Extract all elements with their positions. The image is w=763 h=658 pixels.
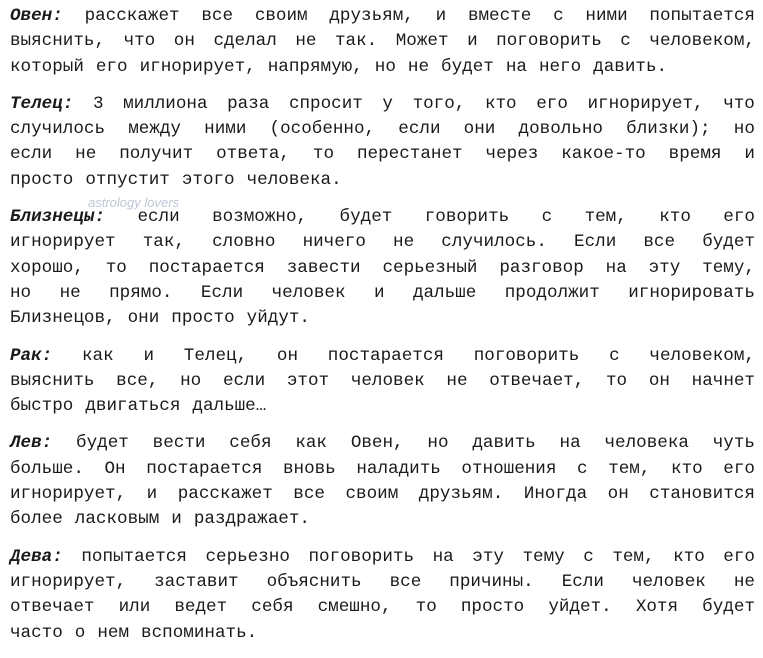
word: он [607,484,629,505]
word: как [295,433,327,454]
word: выяснить, [10,31,106,52]
word: разговор [499,257,584,278]
word: близки); [626,119,711,140]
word: на [605,257,627,278]
word: будет [702,232,755,253]
word: постарается [146,458,263,479]
word: более [10,509,63,530]
text-line [10,4,755,29]
word: на [432,546,454,567]
word: Если [561,571,604,592]
word: возможно, [212,207,308,228]
text-line [10,621,755,646]
sign-label: Близнецы: [10,207,106,228]
word: спросит [288,93,363,114]
word: и [146,484,158,505]
text-line [10,545,755,570]
word: вновь [282,458,336,479]
word: ведет [174,597,228,618]
word: они [127,308,160,329]
word: наладить [356,458,441,479]
word: сделал [213,31,277,52]
word: не [407,56,430,77]
word: то [312,144,335,165]
word: с [583,546,594,567]
word: если [10,144,53,165]
word: вести [152,433,206,454]
word: будет [441,56,494,77]
word: 3 [92,93,104,114]
word: вспоминать. [141,622,258,643]
word: тему, [702,257,755,278]
word: его [723,207,755,228]
word: поговорить [473,345,580,366]
word: игнорирует, [587,93,704,114]
word: но [733,119,755,140]
word: на [505,56,527,77]
word: попытается [649,6,755,26]
sign-entry [10,431,755,532]
text-line [10,117,755,142]
text-line [10,595,755,620]
word: причины. [449,571,534,592]
word: ними [204,119,247,140]
word: не [393,232,415,253]
word: дальше [412,282,477,303]
word: который [10,56,84,77]
word: но [10,282,32,303]
word: выяснить [10,370,95,391]
word: но [180,370,202,391]
word: то [415,597,437,618]
sign-entry [10,92,755,193]
word: (особенно, [269,119,376,140]
word: все [389,571,422,592]
word: случилось. [441,232,547,253]
word: Может [395,31,449,52]
word: если [222,370,266,391]
word: кто [659,207,691,228]
text-line [10,281,755,306]
word: кто [484,93,517,114]
word: себя [229,433,272,454]
text-line [10,570,755,595]
text-line [10,55,755,80]
word: Он [104,458,126,479]
word: человеком, [649,31,755,52]
word: кто [673,546,705,567]
text-line [10,168,755,193]
sign-entry [10,4,755,80]
word: завести [286,257,361,278]
word: давить. [593,56,668,77]
word: вместе [467,6,532,26]
sign-label: Дева: [10,546,63,567]
text-line [10,482,755,507]
word: эту [648,257,681,278]
sign-entry [10,344,755,420]
text-line [10,507,755,532]
word: будет [702,597,755,618]
word: через [485,144,539,165]
word: Если [574,232,617,253]
word: отпустит [85,169,170,190]
word: так. [334,31,378,52]
word: не [59,282,81,303]
word: не [75,144,97,165]
word: ласковым [74,509,160,530]
word: его [723,546,755,567]
word: дальше… [192,396,267,417]
sign-entry [10,205,755,331]
word: постарается [327,345,444,366]
word: раза [227,93,270,114]
word: начнет [691,370,755,391]
word: но [427,433,449,454]
word: просто [171,308,235,329]
word: расскажет [177,484,273,505]
word: давить [472,433,536,454]
text-line [10,369,755,394]
word: Телец, [183,345,248,366]
word: человека [604,433,689,454]
word: все, [116,370,159,391]
word: время [668,144,722,165]
word: о [74,622,86,643]
word: между [128,119,181,140]
word: и [467,31,478,52]
word: заставит [154,571,239,592]
word: Иногда [523,484,588,505]
word: человек [350,370,425,391]
word: они [463,119,496,140]
word: игнорирует, [139,56,256,77]
word: все [293,484,325,505]
word: тему [522,546,565,567]
word: становится [649,484,755,505]
word: довольно [518,119,603,140]
text-line [10,394,755,419]
word: друзьям, [329,6,414,26]
text-line [10,457,755,482]
word: своим [254,6,308,26]
text-line [10,344,755,369]
word: нем [97,622,130,643]
word: что [723,93,755,114]
word: если [398,119,441,140]
word: серьезно [205,546,290,567]
text-line [10,256,755,281]
word: отношения [461,458,557,479]
text-line [10,142,755,167]
word: ответа, [216,144,290,165]
word: миллиона [123,93,208,114]
text-line [10,230,755,255]
text-line [10,29,755,54]
word: с [620,31,631,52]
word: попытается [81,546,187,567]
word: человеком, [649,345,755,366]
word: часто [10,622,63,643]
word: не [295,31,317,52]
word: Если [200,282,244,303]
word: его [95,56,128,77]
word: будет [339,207,393,228]
sign-label: Лев: [10,433,53,454]
word: или [118,597,151,618]
word: и [373,282,385,303]
word: него [538,56,582,77]
text-line [10,431,755,456]
word: случилось [10,119,106,140]
word: быстро [10,396,74,417]
word: раздражает. [193,509,310,530]
word: отвечает [10,597,95,618]
text-line [10,306,755,331]
word: как [82,345,114,366]
word: все [201,6,234,26]
word: он [276,345,299,366]
word: игнорирует, [10,571,127,592]
word: поговорить [496,31,602,52]
word: перестанет [356,144,463,165]
word: объяснить [266,571,362,592]
word: его [536,93,568,114]
word: серьезный [382,257,478,278]
word: Близнецов, [10,308,116,329]
word: с [553,6,564,26]
word: тем, [612,546,655,567]
word: то [605,370,628,391]
word: он [648,370,670,391]
word: кто [671,458,703,479]
word: тем, [584,207,627,228]
word: словно [212,232,276,253]
word: у [382,93,393,114]
word: просто [10,169,74,190]
text-line [10,92,755,117]
word: хорошо, [10,257,84,278]
word: и [435,6,447,26]
word: человек [631,571,706,592]
word: себя [251,597,294,618]
word: игнорировать [628,282,755,303]
sign-label: Овен: [10,6,63,26]
word: двигаться [85,396,181,417]
word: он [173,31,195,52]
word: продолжит [504,282,600,303]
word: поговорить [308,546,415,567]
word: на [559,433,581,454]
word: не [733,571,755,592]
word: больше. [10,458,84,479]
word: его [723,458,755,479]
word: если [137,207,180,228]
word: друзьям. [418,484,504,505]
word: расскажет [84,6,180,26]
word: смешно, [317,597,392,618]
word: ничего [302,232,366,253]
word: тем, [608,458,651,479]
word: с [609,345,620,366]
word: Хотя [635,597,679,618]
word: этого [181,169,235,190]
watermark: astrology lovers [88,195,180,210]
word: и [143,345,155,366]
word: получит [119,144,194,165]
horoscope-text [10,4,755,658]
word: своим [345,484,399,505]
word: эту [472,546,504,567]
sign-label: Телец: [10,93,74,114]
sign-label: Рак: [10,345,53,366]
word: постарается [148,257,265,278]
word: то [105,257,127,278]
word: того, [412,93,466,114]
word: с [541,207,553,228]
word: напрямую, [267,56,363,77]
word: прямо. [109,282,173,303]
word: что [123,31,156,52]
word: уйдет. [548,597,612,618]
word: человек [271,282,346,303]
word: ними [585,6,628,26]
word: игнорирует, [10,484,127,505]
word: уйдут. [246,308,310,329]
word: с [577,458,588,479]
word: человека. [246,169,342,190]
sign-entry [10,545,755,646]
word: какое-то [561,144,646,165]
word: будет [76,433,129,454]
word: не [446,370,468,391]
word: игнорирует [10,232,116,253]
word: отвечает, [489,370,585,391]
word: но [374,56,396,77]
word: так, [142,232,185,253]
word: и [744,144,755,165]
word: все [643,232,676,253]
word: просто [460,597,525,618]
word: чуть [712,433,755,454]
word: этот [286,370,330,391]
word: говорить [424,207,510,228]
word: Овен, [350,433,404,454]
word: и [171,509,182,530]
